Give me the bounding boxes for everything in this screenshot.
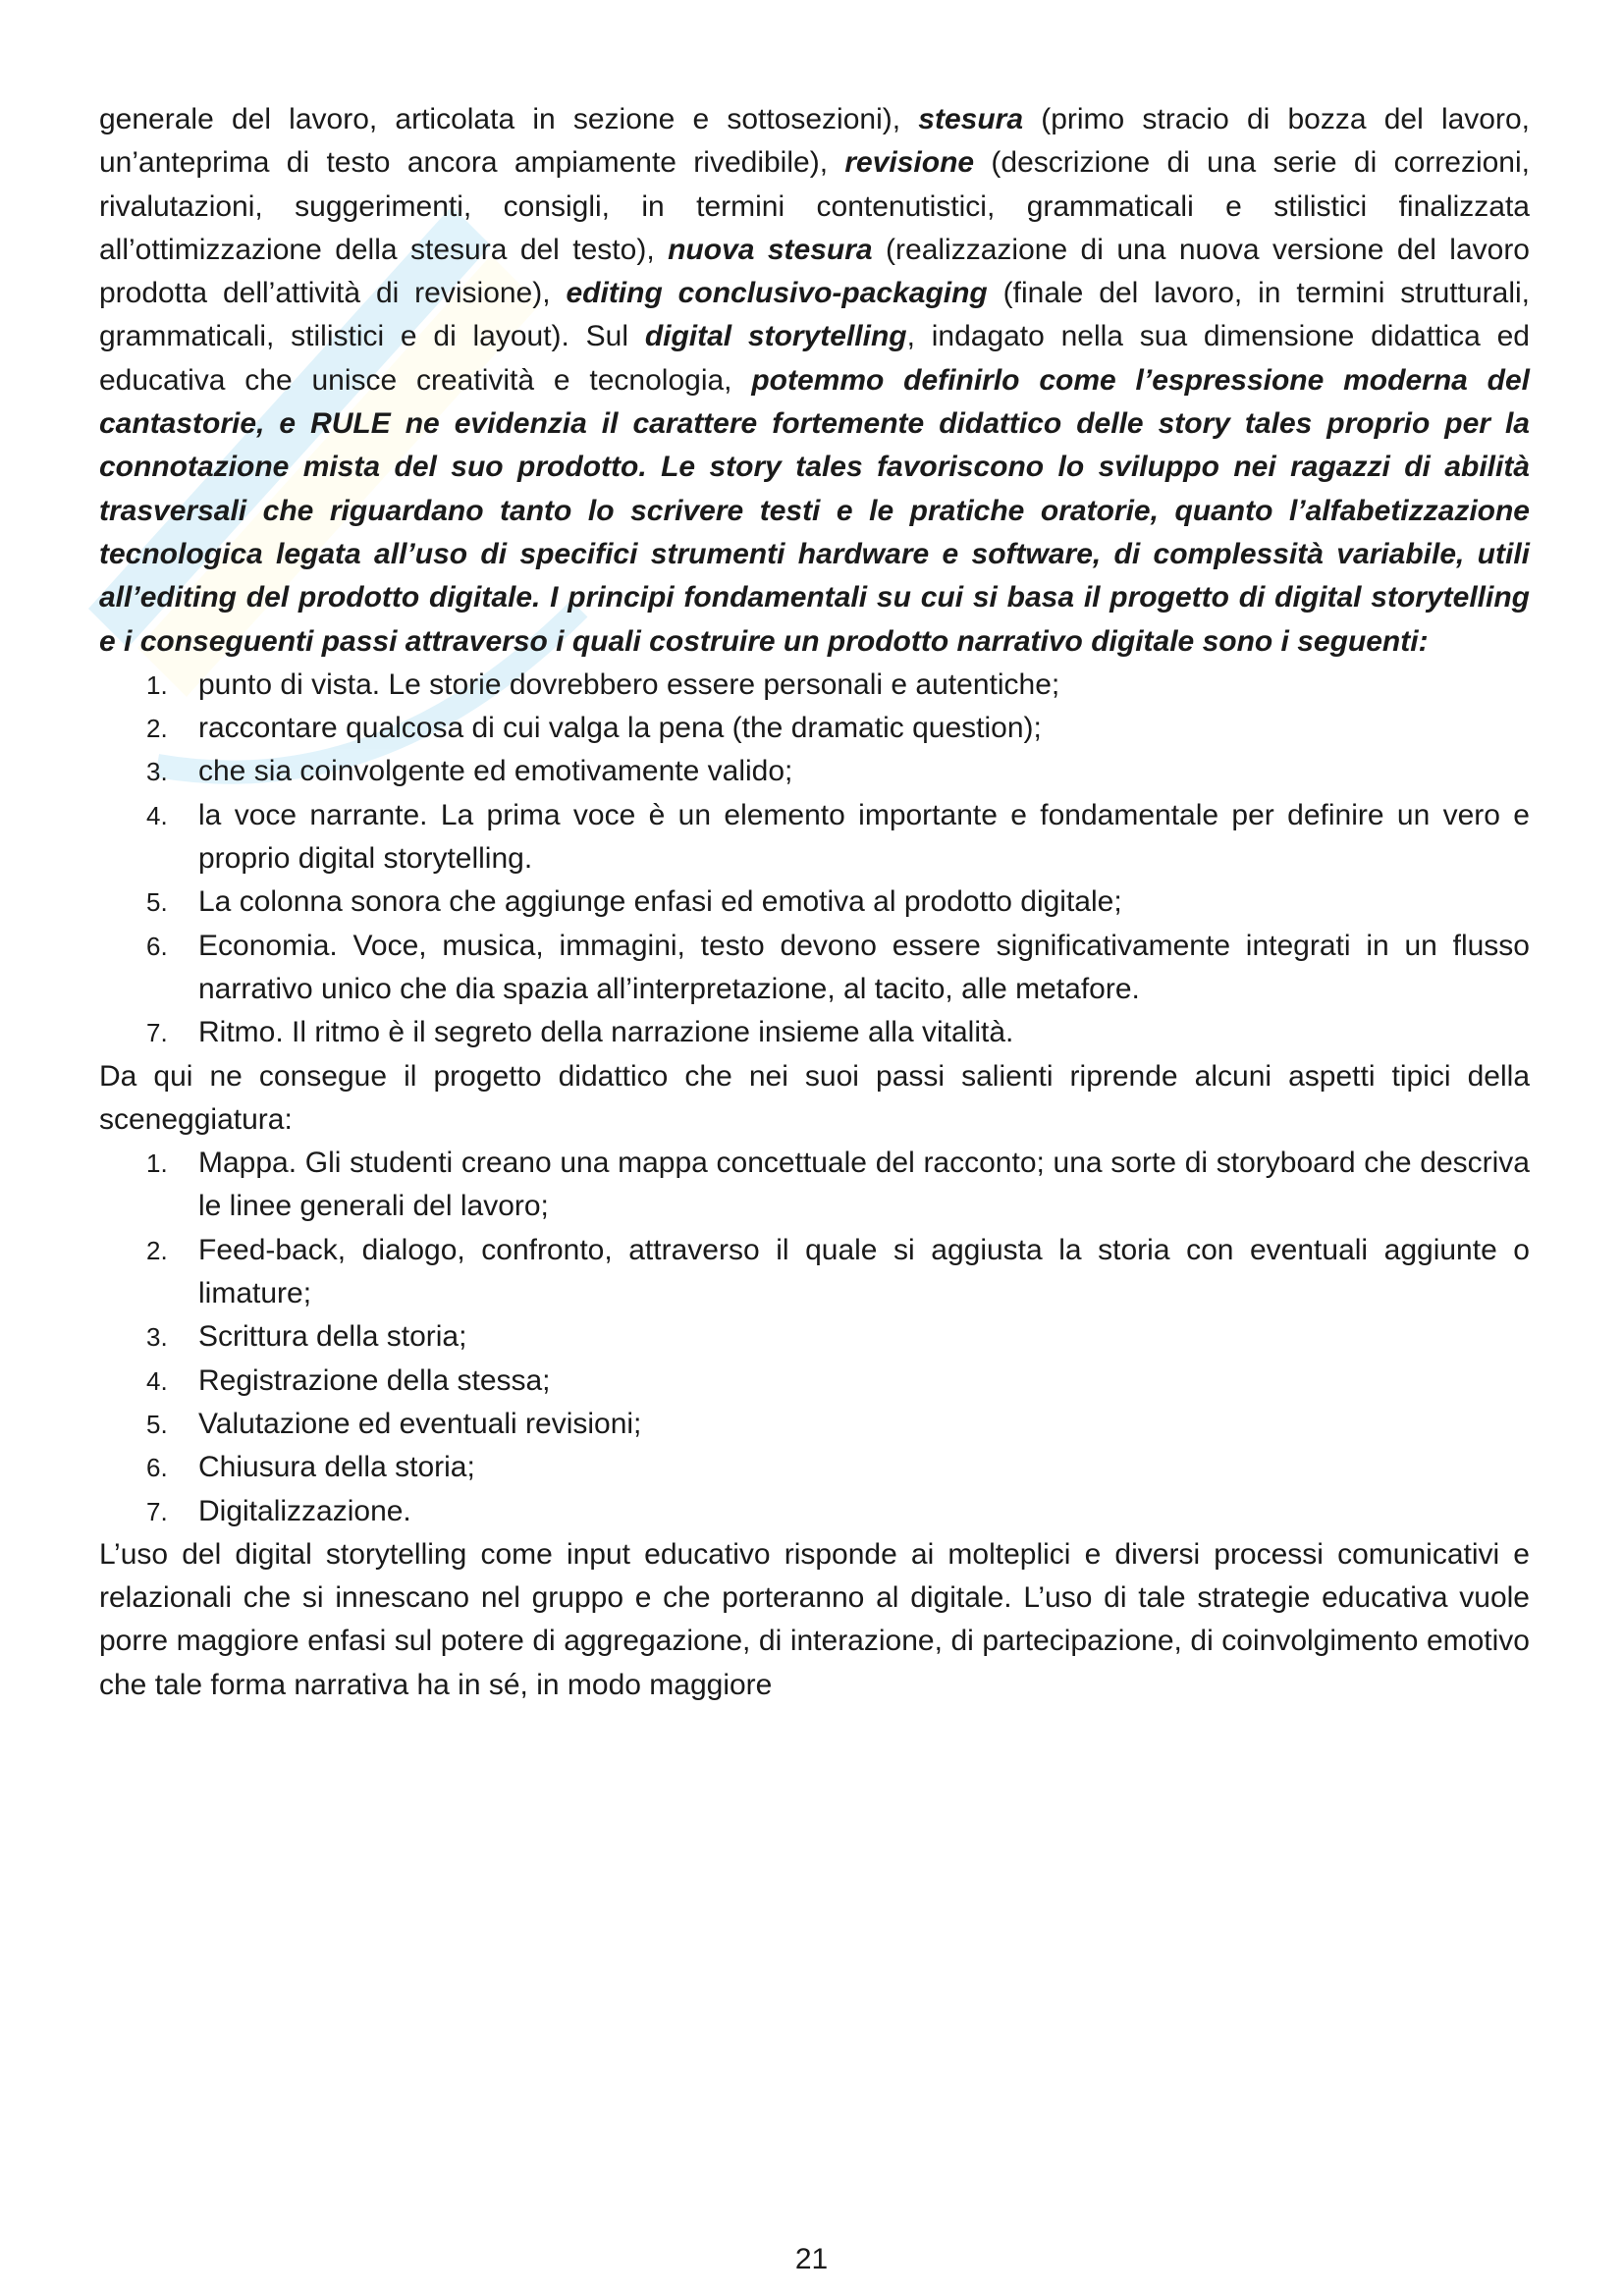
list-item-text: Economia. Voce, musica, immagini, testo devono essere significativamente integrati in un flusso narrativo unico che dia spazia all’interpretazione, al tacito, alle metafore. [198,929,1530,1005]
list-item-text: che sia coinvolgente ed emotivamente valido; [198,755,793,788]
list-item-number: 3. [146,1322,168,1353]
list-item-text: Chiusura della storia; [198,1451,475,1484]
list-item-text: Mappa. Gli studenti creano una mappa concettuale del racconto; una sorte di storyboard che descriva le linee generali del lavoro; [198,1147,1530,1223]
list-item [99,925,1530,1012]
list-item-number: 1. [146,669,168,700]
list-item [99,1142,1530,1229]
list-item-text: Digitalizzazione. [198,1494,411,1527]
list-item-number: 1. [146,1148,168,1179]
term-digital-storytelling: digital storytelling [644,320,907,353]
list-item [99,1011,1530,1054]
list-item [99,707,1530,750]
term-nuova-stesura: nuova stesura [668,233,873,266]
list-item-text: La colonna sonora che aggiunge enfasi ed emotiva al prodotto digitale; [198,885,1122,919]
list-item [99,881,1530,924]
term-editing-conclusivo: editing conclusivo-packaging [566,277,988,310]
list-item-number: 7. [146,1496,168,1526]
middle-paragraph: Da qui ne consegue il progetto didattico che nei suoi passi salienti riprende alcuni aspetti tipici della sceneggiatura: [99,1059,1530,1136]
page-number: 21 [794,2243,829,2275]
list-item-number: 3. [146,757,168,787]
list-item-number: 6. [146,931,168,961]
list-item-number: 4. [146,1365,168,1396]
list-item [99,750,1530,793]
intro-text-4: (realizzazione di una nuova versione del lavoro prodotta dell’attività di revisione), [99,233,1530,310]
intro-text-5: (finale del lavoro, in termini strutturali, grammaticali, stilistici e di layout). Sul [99,277,1530,353]
list-item [99,1403,1530,1446]
intro-text-1: generale del lavoro, articolata in sezione e sottosezioni), [99,103,919,135]
list-item-text: Ritmo. Il ritmo è il segreto della narrazione insieme alla vitalità. [198,1016,1014,1049]
list-item-number: 2. [146,1235,168,1265]
project-steps-list [99,1142,1530,1533]
principles-list [99,664,1530,1055]
list-item [99,1360,1530,1403]
list-item-number: 6. [146,1453,168,1483]
intro-text-3: (descrizione di una serie di correzioni, rivalutazioni, suggerimenti, consigli, in termini contenutistici, grammaticali e stilistici finalizzata all’ottimizzazione della stesura del testo), [99,146,1530,266]
term-revisione: revisione [844,146,975,180]
list-item [99,1315,1530,1359]
list-item [99,664,1530,707]
intro-paragraph [99,98,1530,664]
list-item [99,1490,1530,1533]
intro-text-2: (primo stracio di bozza del lavoro, un’anteprima di testo ancora ampiamente rivedibile), [99,103,1531,180]
list-item-text: la voce narrante. La prima voce è un elemento importante e fondamentale per definire un vero e proprio digital storytelling. [198,798,1530,876]
list-item-text: Scrittura della storia; [198,1320,467,1354]
list-item [99,1229,1530,1316]
list-item-text: Registrazione della stessa; [198,1363,551,1397]
closing-paragraph: L’uso del digital storytelling come input educativo risponde ai molteplici e diversi processi comunicativi e relazionali che si innescano nel gruppo e che porteranno al digitale. L’uso di tale strategie educativa vuole porre maggiore enfasi sul potere di aggregazione, di interazione, di partecipazione, di coinvolgimento emotivo che tale forma narrativa ha in sé, in modo maggiore [99,1537,1530,1701]
list-item-number: 5. [146,1409,168,1439]
list-item-text: Feed-back, dialogo, confronto, attraverso il quale si aggiusta la storia con eventuali aggiunte o limature; [198,1233,1530,1310]
term-stesura: stesura [918,103,1024,135]
list-item [99,794,1530,881]
intro-text-6: , indagato nella sua dimensione didattica ed educativa che unisce creatività e tecnologia, [99,320,1530,397]
list-item [99,1446,1530,1489]
list-item-number: 5. [146,887,168,918]
list-item-number: 4. [146,800,168,830]
list-item-text: raccontare qualcosa di cui valga la pena (the dramatic question); [198,712,1042,745]
emphasized-passage: potemmo definirlo come l’espressione moderna del cantastorie, e RULE ne evidenzia il carattere fortemente didattico delle story tales proprio per la connotazione mista del suo prodotto. Le story tales favoriscono lo sviluppo nei ragazzi di abilità trasversali che riguardano tanto lo scrivere testi e le pratiche oratorie, quanto l’alfabetizzazione tecnologica legata all’uso di specifici strumenti hardware e software, di complessità variabile, utili all’editing del prodotto digitale. I principi fondamentali su cui si basa il progetto di digital storytelling e i conseguenti passi attraverso i quali costruire un prodotto narrativo digitale sono i seguenti: [99,363,1530,658]
document-body [99,98,1530,1707]
list-item-text: Valutazione ed eventuali revisioni; [198,1407,642,1440]
list-item-number: 2. [146,714,168,744]
list-item-text: punto di vista. Le storie dovrebbero essere personali e autentiche; [198,667,1060,701]
list-item-number: 7. [146,1018,168,1048]
